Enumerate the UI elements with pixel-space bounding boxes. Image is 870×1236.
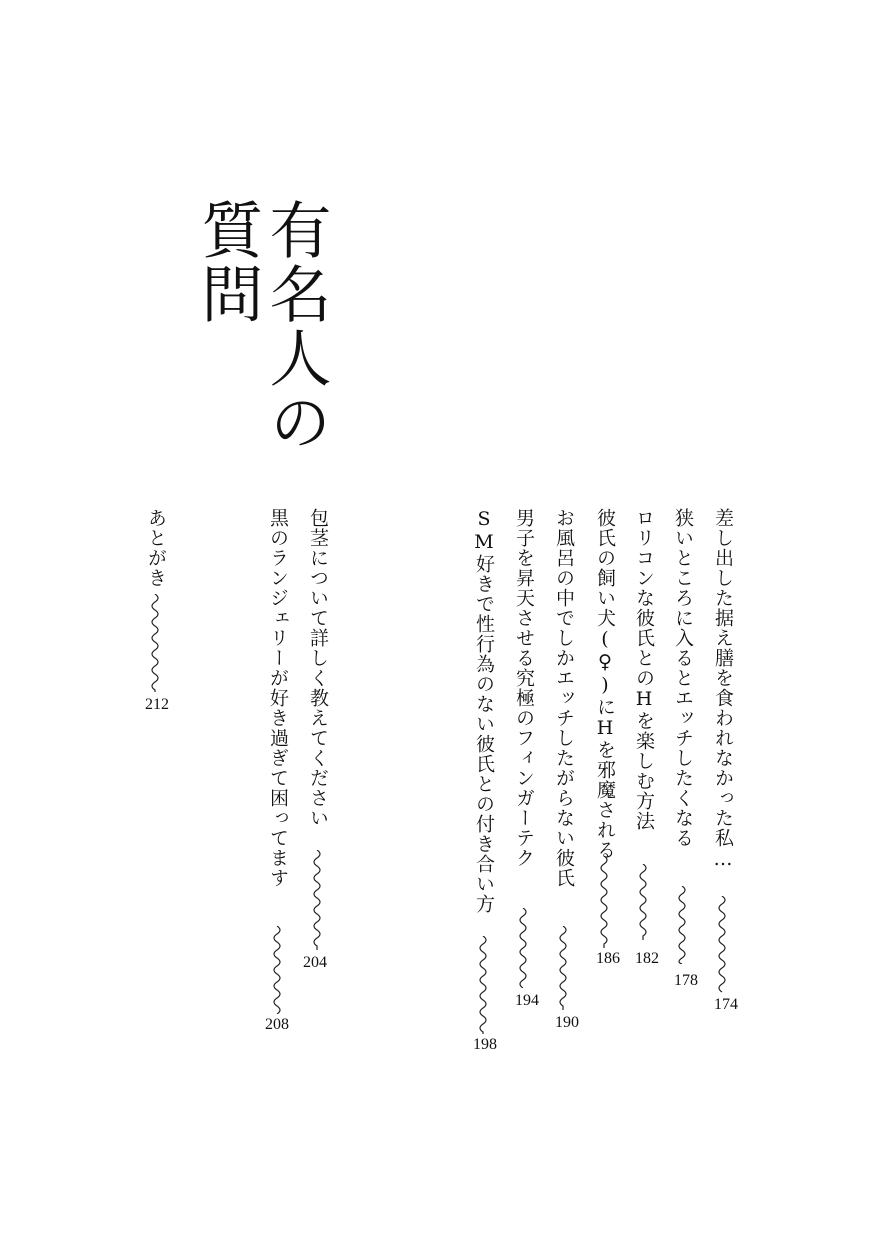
wavy-leader [270, 926, 284, 1014]
toc-entry-title: 彼氏の飼い犬(♀)にHを邪魔される [594, 508, 616, 860]
toc-entry-title: 黒のランジェリーが好き過ぎて困ってます [267, 508, 289, 888]
toc-entry-title: 包茎について詳しく教えてください [307, 508, 329, 828]
toc-entry-3 [633, 508, 663, 968]
toc-entry-title: 狭いところに入るとエッチしたくなる [672, 508, 694, 848]
page-number: 186 [596, 950, 620, 967]
page-number: 178 [674, 972, 698, 989]
page-number: 208 [265, 1016, 289, 1033]
toc-entry-title: ロリコンな彼氏とのHを楽しむ方法 [633, 508, 655, 831]
wavy-leader [556, 926, 570, 1010]
toc-entry-1 [712, 508, 742, 1018]
toc-entry-title: お風呂の中でしかエッチしたがらない彼氏 [553, 508, 575, 888]
wavy-leader [148, 594, 162, 692]
page-number: 198 [473, 1036, 497, 1053]
page-number: 174 [714, 996, 738, 1013]
title-line-2: 質問 [191, 198, 264, 326]
page-number: 182 [635, 950, 659, 967]
toc-entry-title: 男子を昇天させる究極のフィンガーテク [513, 508, 535, 868]
wavy-leader [310, 850, 324, 950]
wavy-leader [597, 856, 611, 948]
toc-entry-7 [473, 508, 503, 1058]
toc-entry-title: 差し出した据え膳を食われなかった私… [712, 508, 734, 871]
title-line-1: 有名人の [259, 198, 332, 454]
wavy-leader [476, 936, 490, 1034]
toc-entry-4 [594, 508, 624, 968]
wavy-leader [715, 896, 729, 996]
toc-entry-9 [267, 508, 297, 1038]
page-number: 190 [555, 1014, 579, 1031]
toc-entry-5 [553, 508, 583, 1038]
page-number: 194 [515, 992, 539, 1009]
wavy-leader [675, 886, 689, 964]
toc-entry-title: SM好きで性行為のない彼氏との付き合い方 [473, 508, 495, 914]
toc-entry-afterword [145, 508, 175, 728]
page-number: 212 [145, 696, 169, 713]
toc-entry-title: あとがき [145, 508, 167, 588]
wavy-leader [636, 864, 650, 940]
toc-entry-2 [672, 508, 702, 988]
page-number: 204 [303, 954, 327, 971]
toc-entry-6 [513, 508, 543, 1018]
toc-entry-8 [303, 508, 337, 978]
wavy-leader [516, 908, 530, 988]
